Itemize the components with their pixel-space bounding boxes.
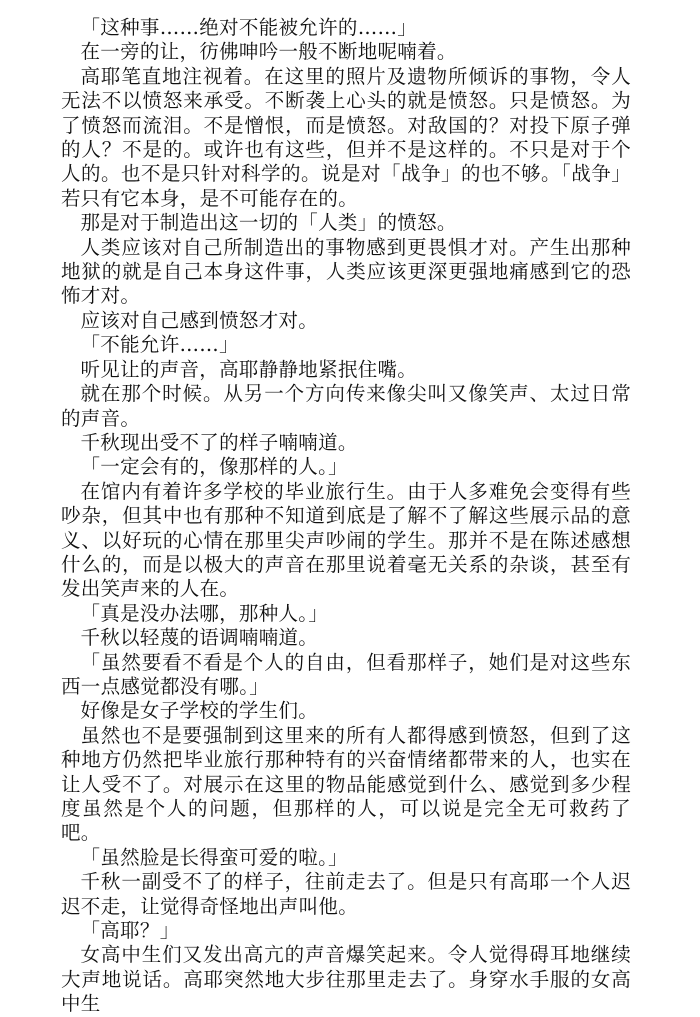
- paragraph: 人类应该对自己所制造出的事物感到更畏惧才对。产生出那种地狱的就是自己本身这件事，人类应该更深更强地痛感到它的恐怖才对。: [61, 235, 631, 308]
- paragraph: 听见让的声音，高耶静静地紧抿住嘴。: [80, 357, 418, 381]
- paragraph: 千秋以轻蔑的语调喃喃道。: [80, 626, 319, 650]
- paragraph: 「高耶？」: [80, 919, 180, 943]
- paragraph: 在馆内有着许多学校的毕业旅行生。由于人多难免会变得有些吵杂，但其中也有那种不知道到底是了解不了解这些展示品的意义、以好玩的心情在那里尖声吵闹的学生。那并不是在陈述感想什么的，而是以极大的声音在那里说着毫无关系的杂谈，甚至有发出笑声来的人在。: [61, 479, 631, 601]
- paragraph: 千秋现出受不了的样子喃喃道。: [80, 430, 358, 454]
- paragraph: 「虽然要看不看是个人的自由，但看那样子，她们是对这些东西一点感觉都没有哪。」: [61, 650, 631, 698]
- paragraph: 那是对于制造出这一切的「人类」的愤怒。: [80, 211, 457, 235]
- paragraph: 女高中生们又发出高亢的声音爆笑起来。令人觉得碍耳地继续大声地说话。高耶突然地大步往那里走去了。身穿水手服的女高中生: [61, 943, 631, 1016]
- paragraph: 「虽然脸是长得蛮可爱的啦。」: [80, 845, 348, 869]
- paragraph: 在一旁的让，彷佛呻吟一般不断地呢喃着。: [80, 40, 457, 64]
- paragraph: 好像是女子学校的学生们。: [80, 699, 319, 723]
- paragraph: 「这种事……绝对不能被允许的……」: [80, 16, 418, 39]
- paragraph: 「一定会有的，像那样的人。」: [80, 455, 348, 479]
- paragraph: 千秋一副受不了的样子，往前走去了。但是只有高耶一个人迟迟不走，让觉得奇怪地出声叫他。: [61, 870, 631, 918]
- paragraph: 高耶笔直地注视着。在这里的照片及遗物所倾诉的事物，令人无法不以愤怒来承受。不断袭上心头的就是愤怒。只是愤怒。为了愤怒而流泪。不是憎恨，而是愤怒。对敌国的？对投下原子弹的人？不是的。或许也有这些，但并不是这样的。不只是对于个人的。也不是只针对科学的。说是对「战争」的也不够。「战争」若只有它本身，是不可能存在的。: [61, 64, 631, 210]
- document-page: [61, 16, 631, 1017]
- paragraph: 虽然也不是要强制到这里来的所有人都得感到愤怒，但到了这种地方仍然把毕业旅行那种特有的兴奋情绪都带来的人，也实在让人受不了。对展示在这里的物品能感觉到什么、感觉到多少程度虽然是个人的问题，但那样的人，可以说是完全无可救药了吧。: [61, 723, 631, 845]
- paragraph: 「不能允许……」: [80, 333, 239, 357]
- paragraph: 应该对自己感到愤怒才对。: [80, 308, 319, 332]
- paragraph: 就在那个时候。从另一个方向传来像尖叫又像笑声、太过日常的声音。: [61, 382, 631, 430]
- paragraph: 「真是没办法哪，那种人。」: [80, 601, 329, 625]
